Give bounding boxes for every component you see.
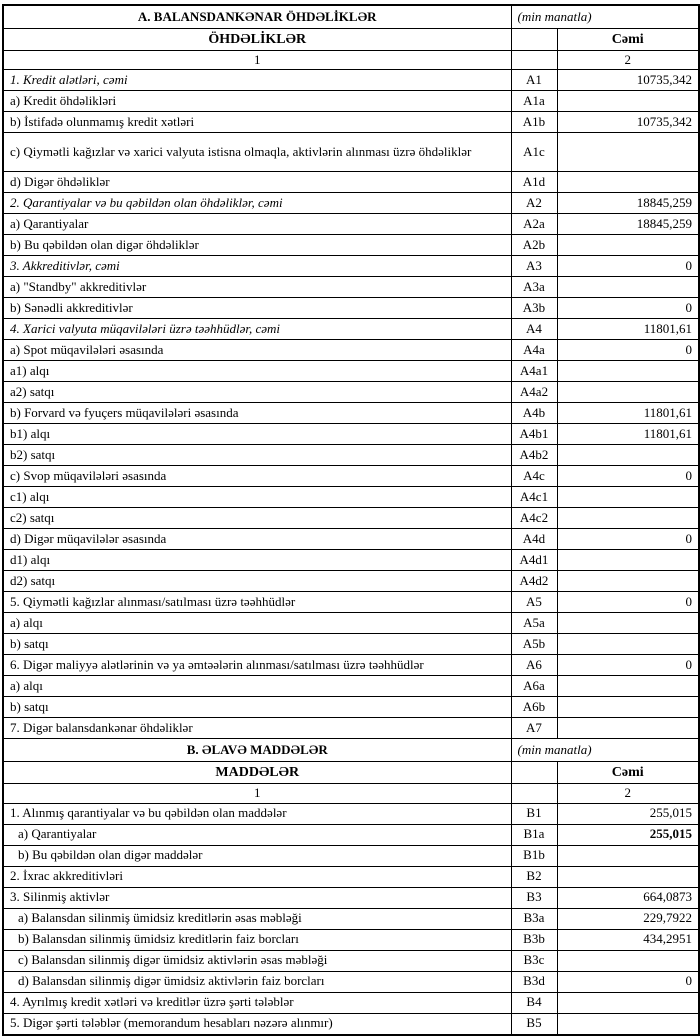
table-row (3, 550, 699, 571)
column-number-2: 2 (557, 51, 699, 70)
row-label: 2. Qarantiyalar və bu qəbildən olan öhdəliklər, cəmi (3, 193, 511, 214)
table-row (3, 172, 699, 193)
table-row (3, 1013, 699, 1035)
row-code: A1b (511, 112, 557, 133)
row-code: A4d (511, 529, 557, 550)
row-label: d) Digər öhdəliklər (3, 172, 511, 193)
table-row (3, 319, 699, 340)
column-number-row (3, 51, 699, 70)
row-code: B3a (511, 908, 557, 929)
table-row (3, 613, 699, 634)
row-code: A4b (511, 403, 557, 424)
row-code: A1d (511, 172, 557, 193)
row-label: d) Digər müqavilələr əsasında (3, 529, 511, 550)
row-label: b1) alqı (3, 424, 511, 445)
row-value: 229,7922 (557, 908, 699, 929)
row-value: 255,015 (557, 824, 699, 845)
table-row (3, 571, 699, 592)
row-label: d2) satqı (3, 571, 511, 592)
row-value: 0 (557, 592, 699, 613)
row-value: 0 (557, 466, 699, 487)
row-code: A3b (511, 298, 557, 319)
section-b-title-row (3, 739, 699, 762)
row-code: A1c (511, 133, 557, 172)
table-row (3, 824, 699, 845)
row-label: b) İstifadə olunmamış kredit xətləri (3, 112, 511, 133)
row-label: c1) alqı (3, 487, 511, 508)
row-value (557, 950, 699, 971)
row-label: a1) alqı (3, 361, 511, 382)
row-label: d1) alqı (3, 550, 511, 571)
row-value (557, 676, 699, 697)
column-header-items: MADDƏLƏR (3, 762, 511, 784)
row-code: B1 (511, 803, 557, 824)
row-value: 11801,61 (557, 424, 699, 445)
row-value (557, 508, 699, 529)
row-value (557, 277, 699, 298)
row-value (557, 382, 699, 403)
row-label: 5. Digər şərti tələblər (memorandum hesabları nəzərə alınmır) (3, 1013, 511, 1035)
unit-note: (min manatla) (511, 739, 699, 762)
row-value: 0 (557, 971, 699, 992)
row-label: 3. Akkreditivlər, cəmi (3, 256, 511, 277)
table-row (3, 971, 699, 992)
row-code: A4b2 (511, 445, 557, 466)
table-row (3, 214, 699, 235)
table-row (3, 256, 699, 277)
table-row (3, 382, 699, 403)
table-row (3, 803, 699, 824)
table-row (3, 887, 699, 908)
column-header-code (511, 762, 557, 784)
row-code: B3 (511, 887, 557, 908)
row-label: a) alqı (3, 613, 511, 634)
row-label: b) satqı (3, 634, 511, 655)
table-row (3, 487, 699, 508)
row-label: b) Balansdan silinmiş ümidsiz kreditlərin faiz borcları (3, 929, 511, 950)
row-label: d) Balansdan silinmiş digər ümidsiz aktivlərin faiz borcları (3, 971, 511, 992)
row-label: c) Svop müqavilələri əsasında (3, 466, 511, 487)
row-value: 0 (557, 298, 699, 319)
row-label: 5. Qiymətli kağızlar alınması/satılması üzrə təəhhüdlər (3, 592, 511, 613)
row-code: B1a (511, 824, 557, 845)
row-value (557, 133, 699, 172)
table-row (3, 298, 699, 319)
column-number-blank (511, 784, 557, 803)
row-value: 0 (557, 529, 699, 550)
row-value (557, 91, 699, 112)
row-code: B3b (511, 929, 557, 950)
row-code: A5a (511, 613, 557, 634)
row-label: 4. Ayrılmış kredit xətləri və kreditlər üzrə şərti tələblər (3, 992, 511, 1013)
table-row (3, 929, 699, 950)
row-label: b) Sənədli akkreditivlər (3, 298, 511, 319)
table-row (3, 235, 699, 256)
table-row (3, 340, 699, 361)
row-value (557, 613, 699, 634)
column-number-blank (511, 51, 557, 70)
row-value (557, 172, 699, 193)
column-header-total: Cəmi (557, 29, 699, 51)
row-label: b) Bu qəbildən olan digər öhdəliklər (3, 235, 511, 256)
row-value: 11801,61 (557, 403, 699, 424)
row-label: 4. Xarici valyuta müqavilələri üzrə təəhhüdlər, cəmi (3, 319, 511, 340)
table-row (3, 70, 699, 91)
row-value (557, 866, 699, 887)
row-code: A2b (511, 235, 557, 256)
row-code: A4b1 (511, 424, 557, 445)
row-value (557, 634, 699, 655)
row-code: A4c (511, 466, 557, 487)
section-b-title: B. ƏLAVƏ MADDƏLƏR (3, 739, 511, 762)
column-header-row (3, 29, 699, 51)
table-row (3, 112, 699, 133)
table-row (3, 718, 699, 739)
row-label: 3. Silinmiş aktivlər (3, 887, 511, 908)
row-code: A4d2 (511, 571, 557, 592)
row-label: c) Balansdan silinmiş digər ümidsiz aktivlərin əsas məbləği (3, 950, 511, 971)
table-row (3, 992, 699, 1013)
table-row (3, 445, 699, 466)
table-row (3, 193, 699, 214)
table-row (3, 950, 699, 971)
row-code: A6a (511, 676, 557, 697)
row-label: a) Kredit öhdəlikləri (3, 91, 511, 112)
row-label: b) Forvard və fyuçers müqavilələri əsasında (3, 403, 511, 424)
row-code: B3c (511, 950, 557, 971)
row-code: B4 (511, 992, 557, 1013)
row-code: A4a1 (511, 361, 557, 382)
row-label: 1. Kredit alətləri, cəmi (3, 70, 511, 91)
row-value: 255,015 (557, 803, 699, 824)
row-code: A6 (511, 655, 557, 676)
table-row (3, 508, 699, 529)
column-header-row (3, 762, 699, 784)
row-label: 6. Digər maliyyə alətlərinin və ya əmtəələrin alınması/satılması üzrə təəhhüdlər (3, 655, 511, 676)
row-value (557, 235, 699, 256)
table-row (3, 634, 699, 655)
row-label: 7. Digər balansdankənar öhdəliklər (3, 718, 511, 739)
row-label: a) Balansdan silinmiş ümidsiz kreditlərin əsas məbləği (3, 908, 511, 929)
row-label: c) Qiymətli kağızlar və xarici valyuta istisna olmaqla, aktivlərin alınması üzrə öhdəliklər (3, 133, 511, 172)
table-row (3, 529, 699, 550)
balance-sheet-table (2, 4, 700, 1036)
column-header-code (511, 29, 557, 51)
row-value: 10735,342 (557, 112, 699, 133)
row-code: A3a (511, 277, 557, 298)
column-header-items: ÖHDƏLİKLƏR (3, 29, 511, 51)
table-row (3, 424, 699, 445)
row-value (557, 845, 699, 866)
column-number-row (3, 784, 699, 803)
row-value: 664,0873 (557, 887, 699, 908)
column-header-total: Cəmi (557, 762, 699, 784)
table-row (3, 277, 699, 298)
row-value (557, 550, 699, 571)
row-code: A4d1 (511, 550, 557, 571)
column-number-1: 1 (3, 51, 511, 70)
row-value (557, 571, 699, 592)
row-value: 0 (557, 256, 699, 277)
row-label: b) Bu qəbildən olan digər maddələr (3, 845, 511, 866)
row-label: a) Qarantiyalar (3, 214, 511, 235)
table-row (3, 133, 699, 172)
row-code: A4 (511, 319, 557, 340)
row-value: 10735,342 (557, 70, 699, 91)
table-row (3, 908, 699, 929)
row-value (557, 1013, 699, 1035)
row-value (557, 718, 699, 739)
row-label: b) satqı (3, 697, 511, 718)
row-value (557, 697, 699, 718)
table-row (3, 91, 699, 112)
row-value (557, 361, 699, 382)
row-label: a) alqı (3, 676, 511, 697)
row-code: A1a (511, 91, 557, 112)
table-row (3, 466, 699, 487)
row-code: B1b (511, 845, 557, 866)
table-row (3, 592, 699, 613)
row-code: A4a2 (511, 382, 557, 403)
row-code: A2a (511, 214, 557, 235)
row-value: 11801,61 (557, 319, 699, 340)
row-value: 0 (557, 655, 699, 676)
row-value: 434,2951 (557, 929, 699, 950)
row-label: a2) satqı (3, 382, 511, 403)
row-value (557, 445, 699, 466)
row-value (557, 992, 699, 1013)
row-value (557, 487, 699, 508)
row-value: 0 (557, 340, 699, 361)
row-value: 18845,259 (557, 214, 699, 235)
table-row (3, 697, 699, 718)
unit-note: (min manatla) (511, 5, 699, 29)
row-code: A6b (511, 697, 557, 718)
row-code: B3d (511, 971, 557, 992)
row-label: a) Qarantiyalar (3, 824, 511, 845)
table-row (3, 845, 699, 866)
column-number-2: 2 (557, 784, 699, 803)
section-a-title-row (3, 5, 699, 29)
row-code: A1 (511, 70, 557, 91)
column-number-1: 1 (3, 784, 511, 803)
table-row (3, 676, 699, 697)
row-code: A5 (511, 592, 557, 613)
row-code: A5b (511, 634, 557, 655)
row-label: 1. Alınmış qarantiyalar və bu qəbildən olan maddələr (3, 803, 511, 824)
row-code: B2 (511, 866, 557, 887)
row-label: b2) satqı (3, 445, 511, 466)
row-code: A7 (511, 718, 557, 739)
section-a-title: A. BALANSDANKƏNAR ÖHDƏLİKLƏR (3, 5, 511, 29)
row-code: A4c1 (511, 487, 557, 508)
table-row (3, 866, 699, 887)
table-row (3, 403, 699, 424)
row-code: A3 (511, 256, 557, 277)
row-label: c2) satqı (3, 508, 511, 529)
row-code: A4c2 (511, 508, 557, 529)
row-label: a) "Standby" akkreditivlər (3, 277, 511, 298)
row-code: A4a (511, 340, 557, 361)
row-label: a) Spot müqavilələri əsasında (3, 340, 511, 361)
row-code: B5 (511, 1013, 557, 1035)
table-row (3, 655, 699, 676)
row-code: A2 (511, 193, 557, 214)
row-label: 2. İxrac akkreditivləri (3, 866, 511, 887)
row-value: 18845,259 (557, 193, 699, 214)
table-row (3, 361, 699, 382)
